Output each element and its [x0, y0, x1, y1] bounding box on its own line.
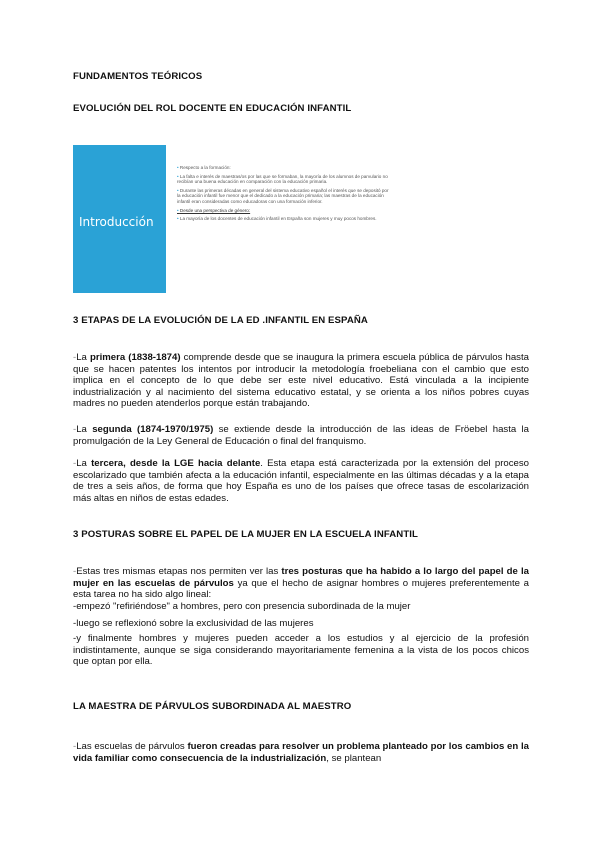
heading-fundamentos: FUNDAMENTOS TEÓRICOS [73, 71, 203, 82]
list-item: -empezó "refiriéndose" a hombres, pero con presencia subordinada de la mujer [73, 601, 411, 612]
heading-etapas: 3 ETAPAS DE LA EVOLUCIÓN DE LA ED .INFANTIL EN ESPAÑA [73, 315, 368, 326]
slide-bullet: • Respecto a la formación: [177, 165, 391, 171]
paragraph-segunda: -La segunda (1874-1970/1975) se extiende desde la introducción de las ideas de Fröebel hasta la promulgación de la Ley General de Educación o final del franquismo. [73, 424, 530, 447]
paragraph-tercera: -La tercera, desde la LGE hacia delante. Esta etapa está caracterizada por la extensión del proceso escolarizado que también afecta a la educación infantil, especialmente en las últimas décadas y a la etapa de tres a seis años, de forma que hoy España es uno de los países que ofrece tasas de escolarización más altas en niños de estas edades. [73, 458, 529, 504]
slide-accent-panel [73, 145, 166, 293]
paragraph-primera: -La primera (1838-1874) comprende desde que se inaugura la primera escuela pública de párvulos hasta que se hacen patentes los intentos por introducir la metodología froebeliana con el cambio que esto implica en el concepto de lo que debe ser este nivel educativo. Está vinculada a la incipiente industrialización y al nacimiento del sistema educativo estatal, y se orienta a los niños pobres cuyas madres no pueden atenderlos porque están trabajando. [73, 352, 529, 410]
slide-bullet: • La falta e interés de maestras/os por las que se formaban, la mayoría de los alumnos de parvulario no recibían una buena educación en comparación con la educación primaria. [177, 174, 391, 185]
list-item: -y finalmente hombres y mujeres pueden acceder a los estudios y al ejercicio de la profesión indistintamente, aunque se siga considerando mayoritariamente femenina a la vista de los pocos chicos que optan por ella. [73, 633, 529, 668]
slide-title: Introducción [79, 215, 154, 229]
slide-image [73, 145, 397, 293]
slide-bullet: • Desde una perspectiva de género: [177, 208, 391, 214]
list-item: -luego se reflexionó sobre la exclusividad de las mujeres [73, 618, 314, 629]
slide-bullet: • La mayoría de los docentes de educación infantil en España son mujeres y muy pocos hombres. [177, 216, 391, 222]
paragraph-maestra: -Las escuelas de párvulos fueron creadas para resolver un problema planteado por los cambios en la vida familiar como consecuencia de la industrialización, se plantean [73, 741, 529, 764]
slide-bullets [177, 165, 391, 225]
heading-evolucion-rol: EVOLUCIÓN DEL ROL DOCENTE EN EDUCACIÓN INFANTIL [73, 103, 352, 114]
heading-maestra: LA MAESTRA DE PÁRVULOS SUBORDINADA AL MAESTRO [73, 701, 352, 712]
paragraph-posturas-intro: -Estas tres mismas etapas nos permiten ver las tres posturas que ha habido a lo largo del papel de la mujer en las escuelas de párvulos ya que el hecho de asignar hombres o mujeres preferentemente a esta tarea no ha sido algo lineal: [73, 566, 529, 601]
slide-bullet: • Durante las primeras décadas en general del sistema educativo español el interés que se depositó por la educación infantil fue menor que el dedicado a la educación primaria; las maestras de la educación infantil eran consideradas como educadoras con una formación inferior. [177, 188, 391, 205]
heading-posturas: 3 POSTURAS SOBRE EL PAPEL DE LA MUJER EN LA ESCUELA INFANTIL [73, 529, 419, 540]
